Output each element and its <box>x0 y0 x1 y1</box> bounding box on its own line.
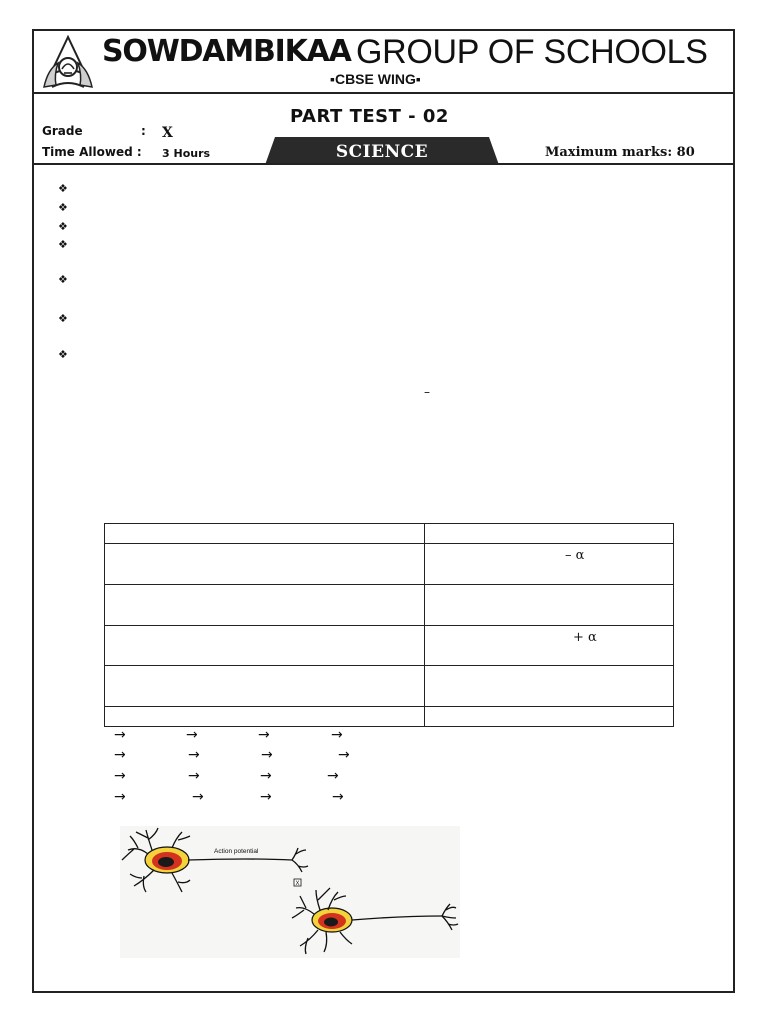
time-allowed-label: Time Allowed : <box>42 145 142 159</box>
table-row <box>105 524 674 544</box>
arrow-icon: → <box>327 768 339 784</box>
table-cell <box>105 626 425 666</box>
table-cell <box>425 544 674 585</box>
wing-label: ▪CBSE WING▪ <box>330 71 421 87</box>
table-cell <box>425 707 674 727</box>
arrow-icon: → <box>261 747 273 763</box>
arrow-icon: → <box>260 789 272 805</box>
table-cell <box>425 666 674 707</box>
table-cell <box>105 544 425 585</box>
table-cell <box>425 585 674 626</box>
instruction-bullet: ❖ <box>58 182 68 195</box>
arrow-icon: → <box>332 789 344 805</box>
alpha-minus-label: – α <box>565 548 585 563</box>
table-cell <box>105 707 425 727</box>
school-crest-icon <box>40 35 96 89</box>
arrow-icon: → <box>192 789 204 805</box>
arrow-icon: → <box>260 768 272 784</box>
table-row <box>105 707 674 727</box>
match-table <box>104 523 674 727</box>
table-cell <box>105 524 425 544</box>
grade-colon: : <box>141 124 146 138</box>
arrow-icon: → <box>114 727 126 743</box>
table-cell <box>105 666 425 707</box>
arrow-icon: → <box>188 768 200 784</box>
table-row <box>105 666 674 707</box>
arrow-icon: → <box>258 727 270 743</box>
school-name-bold: SOWDAMBIKAA <box>102 34 351 69</box>
instruction-bullet: ❖ <box>58 220 68 233</box>
table-cell <box>105 585 425 626</box>
instruction-bullet: ❖ <box>58 238 68 251</box>
school-name-regular: GROUP OF SCHOOLS <box>356 33 708 71</box>
instruction-bullet: ❖ <box>58 273 68 286</box>
maximum-marks: Maximum marks: 80 <box>545 145 695 160</box>
test-title: PART TEST - 02 <box>290 106 449 127</box>
instruction-bullet: ❖ <box>58 201 68 214</box>
arrow-icon: → <box>188 747 200 763</box>
header-divider <box>34 163 733 165</box>
table-cell <box>425 524 674 544</box>
neuron-diagram <box>120 826 460 958</box>
table-row <box>105 626 674 666</box>
arrow-icon: → <box>114 768 126 784</box>
marker-label: X <box>295 881 300 887</box>
arrow-icon: → <box>331 727 343 743</box>
school-header <box>34 31 733 94</box>
instruction-bullet: ❖ <box>58 348 68 361</box>
arrow-icon: → <box>186 727 198 743</box>
table-row <box>105 544 674 585</box>
table-cell <box>425 626 674 666</box>
time-allowed-value: 3 Hours <box>162 147 211 160</box>
alpha-plus-label: + α <box>573 630 597 645</box>
figure-label: Action potential <box>214 848 259 855</box>
arrow-icon: → <box>114 747 126 763</box>
grade-value: X <box>162 125 173 141</box>
dash-mark: – <box>424 385 430 399</box>
question-paper <box>32 29 735 993</box>
arrow-icon: → <box>338 747 350 763</box>
arrow-icon: → <box>114 789 126 805</box>
grade-label: Grade <box>42 124 83 138</box>
instruction-bullet: ❖ <box>58 312 68 325</box>
subject-title: SCIENCE <box>335 142 429 162</box>
table-row <box>105 585 674 626</box>
